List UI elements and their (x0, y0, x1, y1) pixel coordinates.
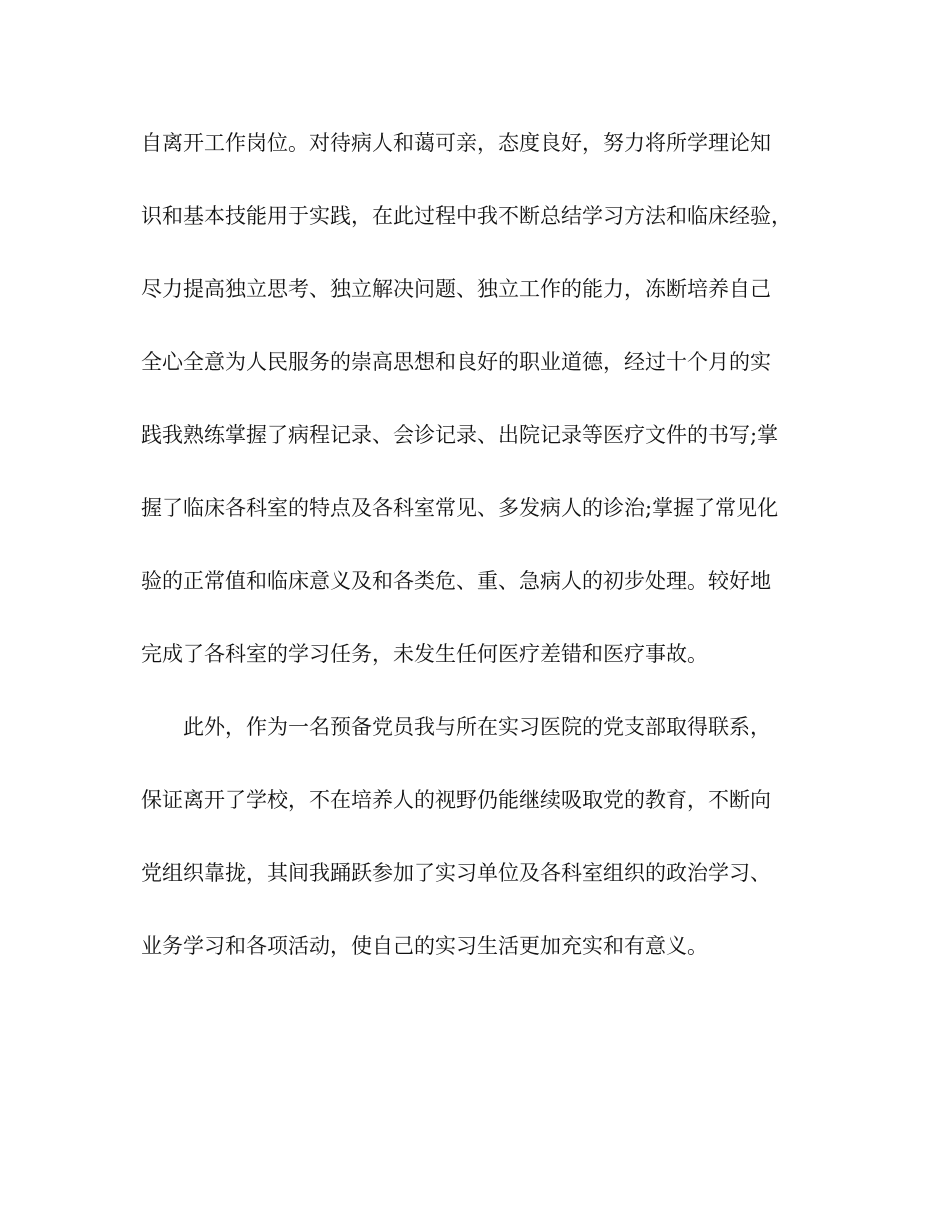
text-line-9 paragraph-start: 此外，作为一名预备党员我与所在实习医院的党支部取得联系， (183, 715, 771, 739)
text-line-2: 识和基本技能用于实践，在此过程中我不断总结学习方法和临床经验， (141, 204, 792, 228)
text-line-11: 党组织靠拢，其间我踊跃参加了实习单位及各科室组织的政治学习、 (141, 861, 771, 885)
text-line-3: 尽力提高独立思考、独立解决问题、独立工作的能力，冻断培养自己 (141, 277, 771, 301)
text-line-1: 自离开工作岗位。对待病人和蔼可亲，态度良好，努力将所学理论知 (141, 131, 771, 155)
text-line-6: 握了临床各科室的特点及各科室常见、多发病人的诊治;掌握了常见化 (141, 496, 779, 520)
text-line-7: 验的正常值和临床意义及和各类危、重、急病人的初步处理。较好地 (141, 569, 771, 593)
text-line-4: 全心全意为人民服务的崇高思想和良好的职业道德，经过十个月的实 (141, 350, 771, 374)
text-line-8: 完成了各科室的学习任务，未发生任何医疗差错和医疗事故。 (141, 642, 708, 666)
text-line-5: 践我熟练掌握了病程记录、会诊记录、出院记录等医疗文件的书写;掌 (141, 423, 779, 447)
text-line-10: 保证离开了学校，不在培养人的视野仍能继续吸取党的教育，不断向 (141, 788, 771, 812)
text-line-12: 业务学习和各项活动，使自己的实习生活更加充实和有意义。 (141, 934, 708, 958)
